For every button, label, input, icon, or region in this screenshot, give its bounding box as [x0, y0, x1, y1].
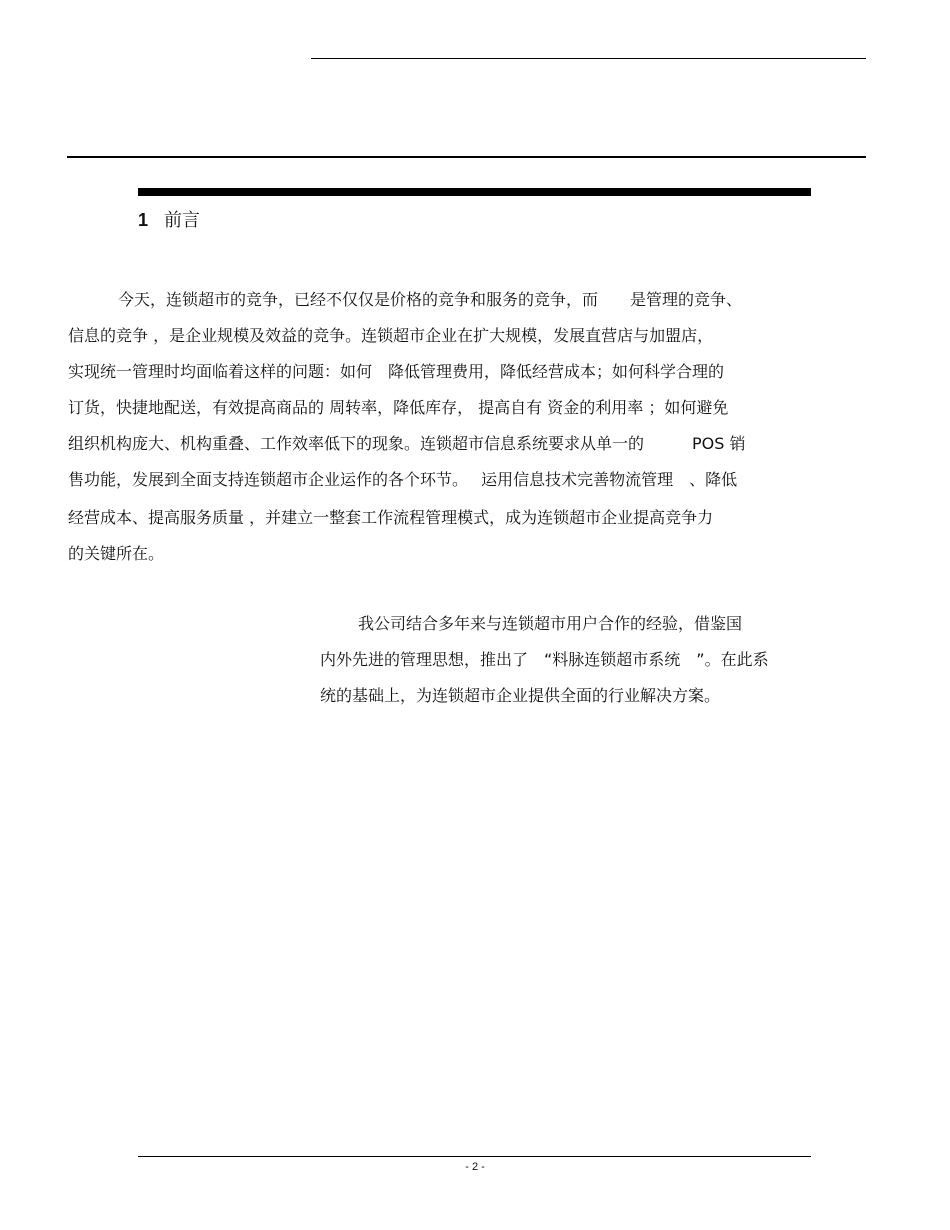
section-number: 1 — [138, 210, 149, 230]
section-heading-bar — [138, 188, 811, 196]
paragraph-line: 经营成本、提高服务质量 ，并建立一整套工作流程管理模式，成为连锁超市企业提高竞争力 — [68, 508, 714, 527]
section-title: 前言 — [164, 210, 201, 231]
paragraph-line: 内外先进的管理思想，推出了 “料脉连锁超市系统 ”。在此系 — [320, 650, 769, 669]
page-number: - 2 - — [465, 1161, 485, 1173]
paragraph-line: 实现统一管理时均面临着这样的问题：如何 降低管理费用，降低经营成本；如何科学合理的 — [68, 362, 725, 381]
paragraph-line: 信息的竞争 ，是企业规模及效益的竞争。连锁超市企业在扩大规模，发展直营店与加盟店， — [68, 326, 714, 345]
paragraph-line: 售功能，发展到全面支持连锁超市企业运作的各个环节。 运用信息技术完善物流管理 、降低 — [68, 470, 738, 489]
paragraph-line: 我公司结合多年来与连锁超市用户合作的经验，借鉴国 — [358, 614, 743, 633]
header-rule-short — [311, 58, 866, 59]
header-rule-long — [67, 156, 866, 158]
footer-rule — [138, 1156, 811, 1157]
paragraph-line: 统的基础上，为连锁超市企业提供全面的行业解决方案。 — [320, 686, 721, 705]
paragraph-line: 订货，快捷地配送，有效提高商品的 周转率，降低库存， 提高自有 资金的利用率 ；如何避免 — [68, 398, 729, 417]
section-heading — [138, 207, 200, 234]
paragraph-line: 今天，连锁超市的竞争，已经不仅仅是价格的竞争和服务的竞争，而 是管理的竞争、 — [118, 290, 743, 309]
paragraph-line: 的关键所在。 — [68, 544, 165, 563]
paragraph-line: 组织机构庞大、机构重叠、工作效率低下的现象。连锁超市信息系统要求从单一的 POS 销 — [68, 434, 746, 453]
